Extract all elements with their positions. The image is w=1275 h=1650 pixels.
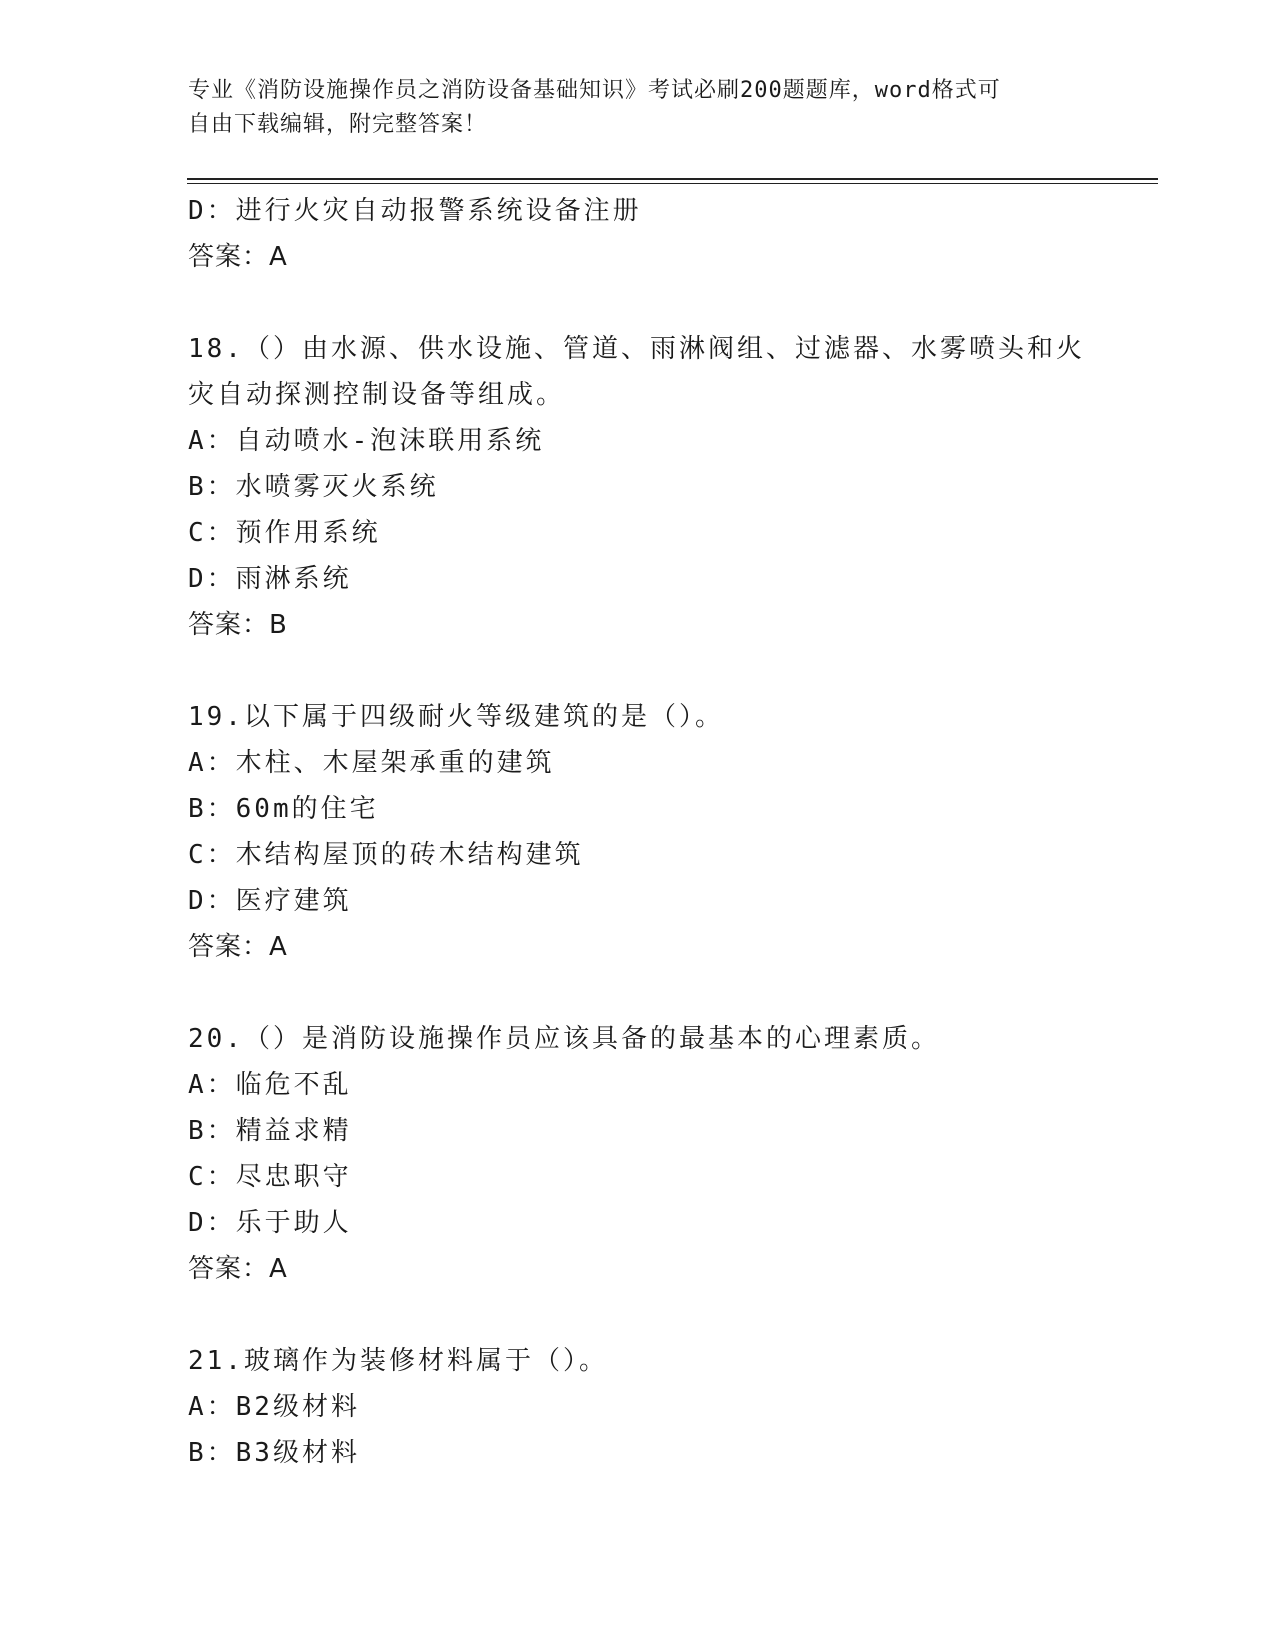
option-c: C：预作用系统 bbox=[188, 518, 381, 548]
option-d: D：医疗建筑 bbox=[188, 886, 352, 916]
answer: 答案：A bbox=[188, 932, 288, 962]
spacer bbox=[188, 648, 1088, 694]
option-a: A：木柱、木屋架承重的建筑 bbox=[188, 748, 555, 778]
answer: 答案：B bbox=[188, 610, 288, 640]
option-a: A：自动喷水-泡沫联用系统 bbox=[188, 426, 545, 456]
spacer bbox=[188, 970, 1088, 1016]
question-18 bbox=[188, 326, 1088, 648]
question-21 bbox=[188, 1338, 1088, 1476]
option-a: A：B2级材料 bbox=[188, 1392, 360, 1422]
option-a: A：临危不乱 bbox=[188, 1070, 352, 1100]
option-d: D：雨淋系统 bbox=[188, 564, 352, 594]
question-stem: 19.以下属于四级耐火等级建筑的是（）。 bbox=[188, 702, 724, 732]
question-stem-continued: 灾自动探测控制设备等组成。 bbox=[188, 380, 566, 410]
option-b: B：B3级材料 bbox=[188, 1438, 360, 1468]
answer: 答案：A bbox=[188, 242, 288, 272]
header-rule-thick bbox=[187, 178, 1158, 180]
option-c: C：木结构屋顶的砖木结构建筑 bbox=[188, 840, 584, 870]
option-b: B：水喷雾灭火系统 bbox=[188, 472, 439, 502]
question-stem: 18.（）由水源、供水设施、管道、雨淋阀组、过滤器、水雾喷头和火 bbox=[188, 334, 1085, 364]
option-c: C：尽忠职守 bbox=[188, 1162, 352, 1192]
header-line-1: 专业《消防设施操作员之消防设备基础知识》考试必刷200题题库，word格式可 bbox=[188, 78, 1001, 103]
spacer bbox=[188, 1292, 1088, 1338]
question-stem: 20.（）是消防设施操作员应该具备的最基本的心理素质。 bbox=[188, 1024, 940, 1054]
spacer bbox=[188, 280, 1088, 326]
question-stem: 21.玻璃作为装修材料属于（）。 bbox=[188, 1346, 608, 1376]
option-b: B：60m的住宅 bbox=[188, 794, 379, 824]
option-d: D：进行火灾自动报警系统设备注册 bbox=[188, 196, 642, 226]
question-19 bbox=[188, 694, 1088, 970]
answer: 答案：A bbox=[188, 1254, 288, 1284]
option-d: D：乐于助人 bbox=[188, 1208, 352, 1238]
document-header bbox=[188, 74, 1078, 142]
header-rule-thin bbox=[187, 183, 1158, 184]
question-list bbox=[188, 188, 1088, 1476]
option-b: B：精益求精 bbox=[188, 1116, 352, 1146]
header-line-2: 自由下载编辑，附完整答案！ bbox=[188, 112, 488, 137]
question-20 bbox=[188, 1016, 1088, 1292]
